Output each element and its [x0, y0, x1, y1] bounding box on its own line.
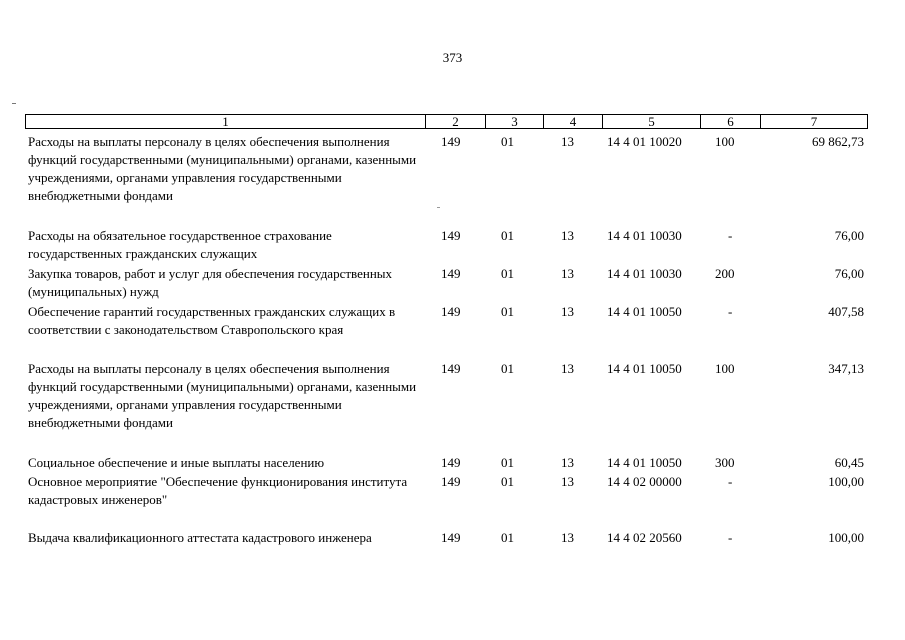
- row-col-6: 100: [715, 134, 735, 149]
- row-col-7: 347,13: [828, 361, 864, 376]
- header-col-6: 6: [701, 115, 761, 128]
- row-col-6: -: [728, 228, 733, 243]
- header-col-5: 5: [603, 115, 701, 128]
- row-col-2: 149: [441, 134, 461, 149]
- header-col-3: 3: [486, 115, 544, 128]
- row-name: Обеспечение гарантий государственных гражданских служащих в соответствии с законодательством Ставропольского края: [28, 304, 396, 337]
- row-col-2: 149: [441, 228, 461, 243]
- row-col-2: 149: [441, 455, 461, 470]
- row-col-7: 407,58: [828, 304, 864, 319]
- row-col-3: 01: [501, 361, 514, 376]
- row-col-4: 13: [561, 304, 574, 319]
- row-col-5: 14 4 01 10020: [607, 134, 682, 149]
- row-col-3: 01: [501, 474, 514, 489]
- row-col-6: -: [728, 474, 733, 489]
- table-header: [25, 114, 868, 129]
- row-name: Закупка товаров, работ и услуг для обеспечения государственных (муниципальных) нужд: [28, 266, 393, 299]
- row-col-3: 01: [501, 530, 514, 545]
- row-col-7: 69 862,73: [812, 134, 864, 149]
- row-col-5: 14 4 01 10030: [607, 228, 682, 243]
- scan-mark: [12, 103, 16, 104]
- row-col-3: 01: [501, 134, 514, 149]
- row-col-2: 149: [441, 304, 461, 319]
- row-name: Основное мероприятие "Обеспечение функционирования института кадастровых инженеров": [28, 474, 408, 507]
- row-col-4: 13: [561, 455, 574, 470]
- row-col-2: 149: [441, 266, 461, 281]
- row-col-2: 149: [441, 474, 461, 489]
- row-col-5: 14 4 01 10030: [607, 266, 682, 281]
- row-col-5: 14 4 01 10050: [607, 455, 682, 470]
- row-col-7: 76,00: [834, 228, 864, 243]
- row-col-6: 100: [715, 361, 735, 376]
- row-col-2: 149: [441, 361, 461, 376]
- row-col-5: 14 4 02 00000: [607, 474, 682, 489]
- row-name: Выдача квалификационного аттестата кадастрового инженера: [28, 530, 372, 545]
- row-name: Расходы на выплаты персоналу в целях обеспечения выполнения функций государственными (муниципальными) органами, казенными учреждениями, органами управления государственными внебюджетными фондами: [28, 361, 417, 430]
- row-col-6: 200: [715, 266, 735, 281]
- row-col-7: 100,00: [828, 530, 864, 545]
- row-name: Социальное обеспечение и иные выплаты населению: [28, 455, 325, 470]
- row-col-4: 13: [561, 530, 574, 545]
- row-col-6: -: [728, 304, 733, 319]
- row-col-6: -: [728, 530, 733, 545]
- row-col-6: 300: [715, 455, 735, 470]
- row-col-5: 14 4 01 10050: [607, 304, 682, 319]
- row-col-5: 14 4 02 20560: [607, 530, 682, 545]
- page-number: 373: [442, 50, 463, 65]
- row-col-4: 13: [561, 266, 574, 281]
- row-col-7: 76,00: [834, 266, 864, 281]
- header-col-4: 4: [544, 115, 603, 128]
- header-col-2: 2: [426, 115, 486, 128]
- header-col-7: 7: [810, 114, 818, 129]
- row-col-4: 13: [561, 228, 574, 243]
- row-col-3: 01: [501, 228, 514, 243]
- row-col-5: 14 4 01 10050: [607, 361, 682, 376]
- row-name: Расходы на выплаты персоналу в целях обеспечения выполнения функций государственными (муниципальными) органами, казенными учреждениями, органами управления государственными внебюджетными фондами: [28, 134, 417, 203]
- row-col-3: 01: [501, 455, 514, 470]
- scan-dot: [437, 207, 440, 208]
- row-col-2: 149: [441, 530, 461, 545]
- row-col-7: 60,45: [834, 455, 864, 470]
- row-col-3: 01: [501, 304, 514, 319]
- row-col-7: 100,00: [828, 474, 864, 489]
- row-col-4: 13: [561, 474, 574, 489]
- row-name: Расходы на обязательное государственное страхование государственных гражданских служащих: [28, 228, 332, 261]
- row-col-3: 01: [501, 266, 514, 281]
- header-col-1: 1: [26, 115, 426, 128]
- row-col-4: 13: [561, 361, 574, 376]
- row-col-4: 13: [561, 134, 574, 149]
